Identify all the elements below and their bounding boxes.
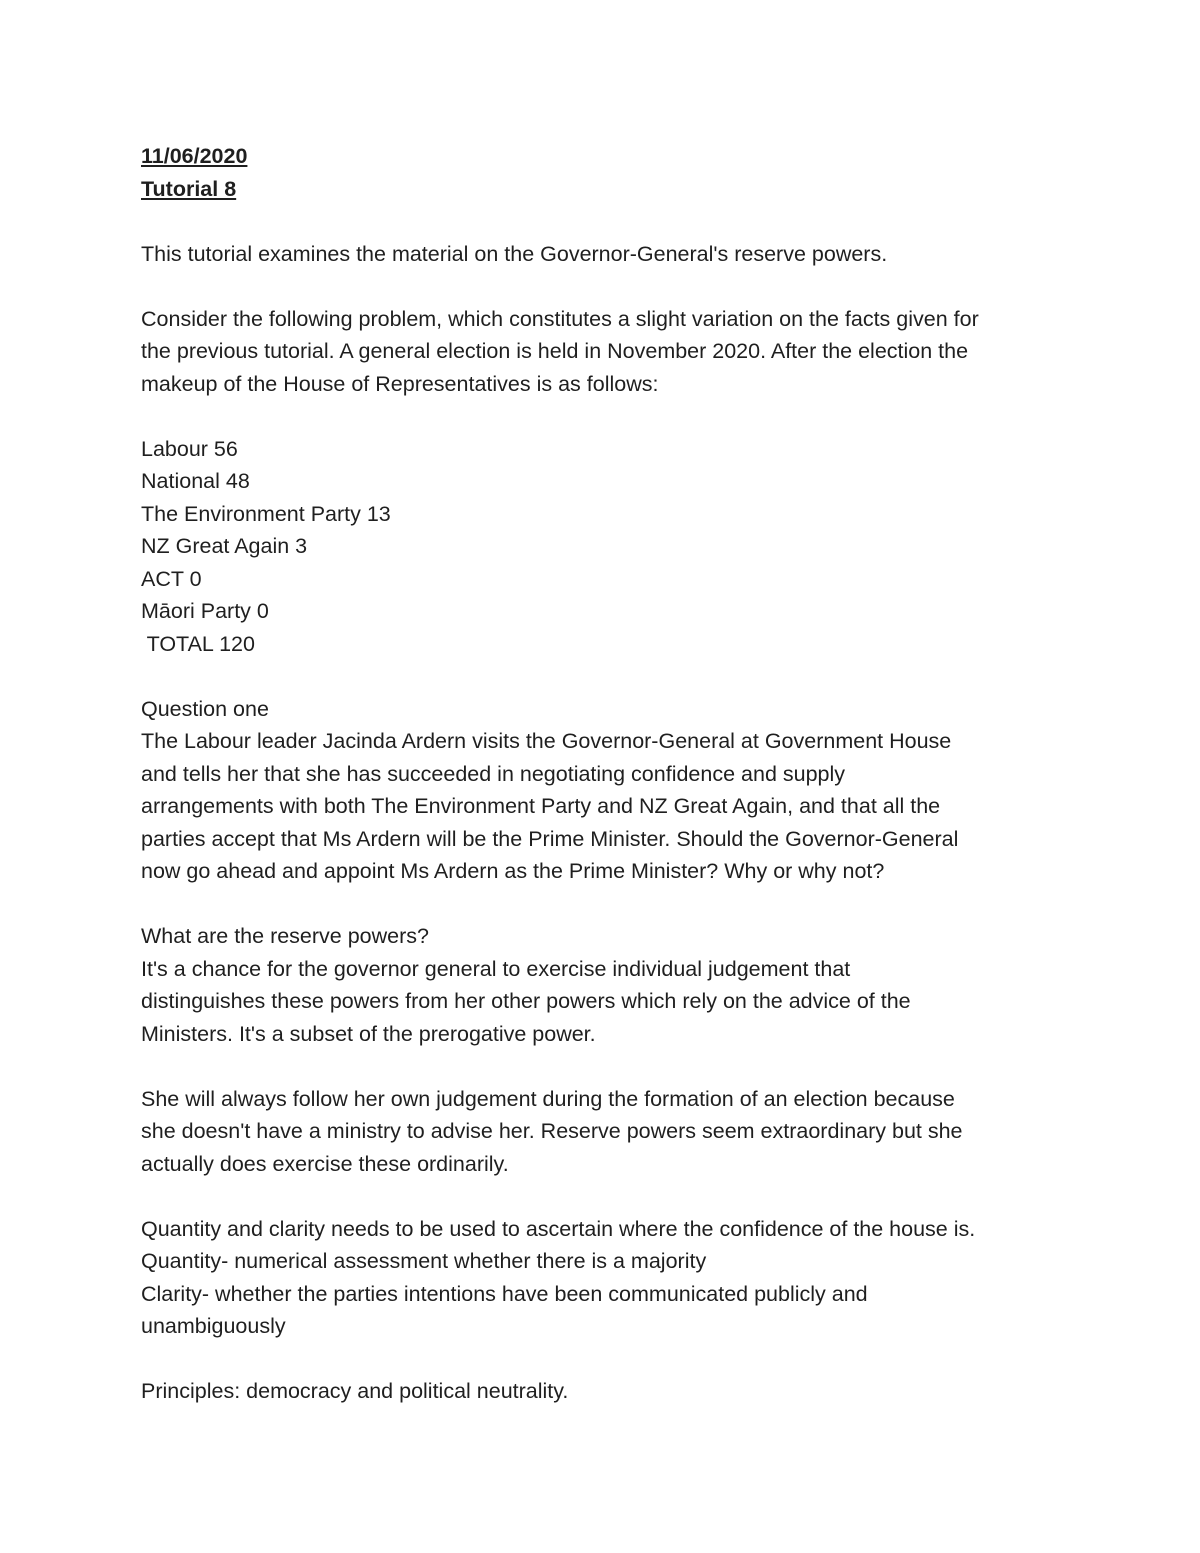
seat-item: Labour 56 [141, 436, 238, 461]
seat-list [141, 433, 1101, 661]
paragraph-line: Clarity- whether the parties intentions have been communicated publicly and [141, 1281, 868, 1306]
seat-item: The Environment Party 13 [141, 501, 391, 526]
paragraph-line: unambiguously [141, 1314, 286, 1338]
quantity-clarity-paragraph [141, 1213, 1101, 1343]
seat-item: Māori Party 0 [141, 599, 269, 623]
spacer [141, 1180, 1101, 1213]
paragraph-line: the previous tutorial. A general election is held in November 2020. After the election the [141, 339, 969, 363]
spacer [141, 205, 1101, 238]
spacer [141, 1050, 1101, 1083]
intro-paragraph: This tutorial examines the material on the Governor-General's reserve powers. [141, 241, 888, 266]
document-page [141, 140, 1101, 1408]
judgement-paragraph [141, 1083, 1101, 1181]
problem-paragraph [141, 303, 1101, 401]
question-heading: Question one [141, 696, 269, 721]
seat-total: TOTAL 120 [141, 631, 255, 656]
paragraph-line: Quantity and clarity needs to be used to ascertain where the confidence of the house is. [141, 1216, 976, 1241]
paragraph-line: now go ahead and appoint Ms Ardern as the Prime Minister? Why or why not? [141, 859, 885, 883]
reserve-powers-heading: What are the reserve powers? [141, 924, 429, 948]
paragraph-line: Quantity- numerical assessment whether there is a majority [141, 1249, 707, 1273]
spacer [141, 1343, 1101, 1376]
paragraph-line: and tells her that she has succeeded in negotiating confidence and supply [141, 761, 846, 786]
paragraph-line: makeup of the House of Representatives is as follows: [141, 371, 659, 396]
principles-line: Principles: democracy and political neutrality. [141, 1379, 569, 1403]
paragraph-line: parties accept that Ms Ardern will be the Prime Minister. Should the Governor-General [141, 826, 959, 851]
paragraph-line: actually does exercise these ordinarily. [141, 1151, 509, 1176]
paragraph-line: The Labour leader Jacinda Ardern visits the Governor-General at Government House [141, 729, 952, 753]
paragraph-line: It's a chance for the governor general to exercise individual judgement that [141, 956, 851, 981]
paragraph-line: she doesn't have a ministry to advise her. Reserve powers seem extraordinary but she [141, 1119, 963, 1143]
paragraph-line: arrangements with both The Environment Party and NZ Great Again, and that all the [141, 794, 941, 818]
seat-item: NZ Great Again 3 [141, 534, 308, 558]
document-title: Tutorial 8 [141, 176, 237, 201]
seat-item: ACT 0 [141, 566, 202, 591]
spacer [141, 270, 1101, 303]
spacer [141, 400, 1101, 433]
seat-item: National 48 [141, 469, 250, 493]
reserve-powers-section [141, 920, 1101, 1050]
spacer [141, 660, 1101, 693]
paragraph-line: Ministers. It's a subset of the prerogative power. [141, 1021, 596, 1046]
paragraph-line: Consider the following problem, which constitutes a slight variation on the facts given for [141, 306, 979, 331]
paragraph-line: She will always follow her own judgement during the formation of an election because [141, 1086, 955, 1111]
spacer [141, 888, 1101, 921]
question-section [141, 693, 1101, 888]
paragraph-line: distinguishes these powers from her other powers which rely on the advice of the [141, 989, 911, 1013]
document-date: 11/06/2020 [141, 144, 248, 168]
